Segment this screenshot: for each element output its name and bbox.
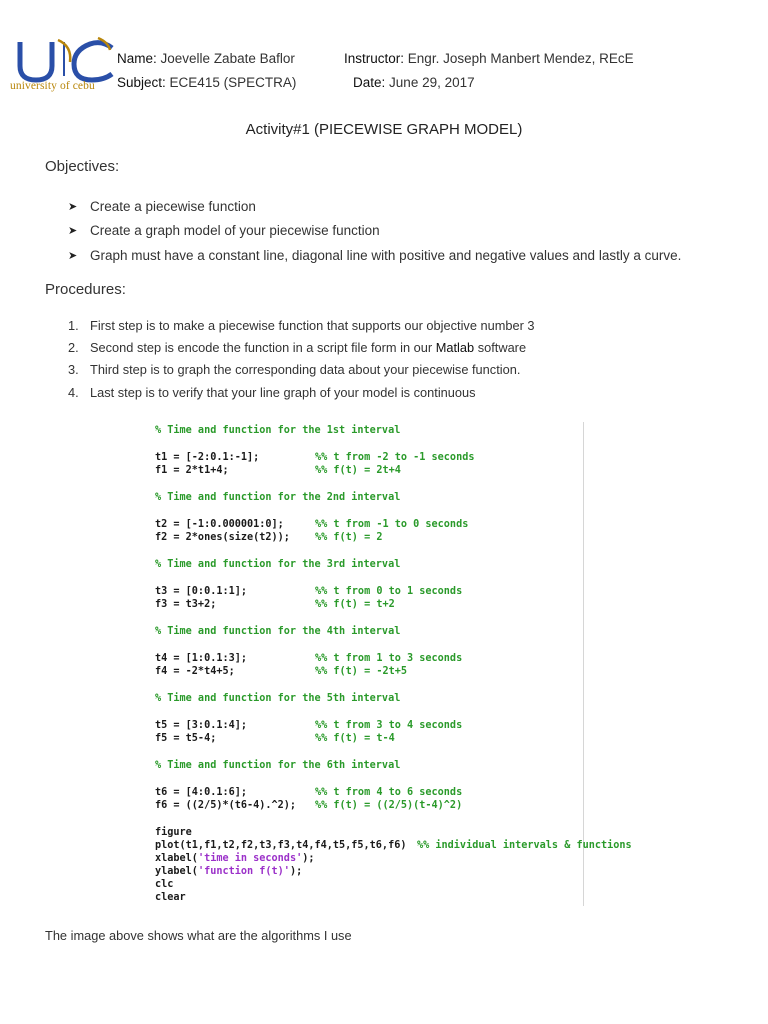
list-item bbox=[68, 243, 681, 268]
list-item bbox=[68, 219, 681, 244]
code-line: t6 = [4:0.1:6]; %% t from 4 to 6 seconds bbox=[155, 787, 463, 798]
code-line: clc bbox=[155, 879, 174, 890]
instructor-value: Engr. Joseph Manbert Mendez, REcE bbox=[407, 51, 634, 66]
code-line: xlabel('time in seconds'); bbox=[155, 853, 315, 864]
code-comment: % Time and function for the 2nd interval bbox=[155, 492, 401, 503]
code-line: t3 = [0:0.1:1]; %% t from 0 to 1 seconds bbox=[155, 586, 463, 597]
code-line: plot(t1,f1,t2,f2,t3,f3,t4,f4,t5,f5,t6,f6) %% individual intervals & functions bbox=[155, 840, 632, 851]
step-number: 3. bbox=[68, 362, 79, 378]
date-field bbox=[353, 75, 475, 90]
objectives-list bbox=[68, 194, 681, 268]
subject-label: Subject: bbox=[117, 75, 166, 90]
editor-divider bbox=[583, 422, 584, 906]
arrow-bullet-icon: ➤ bbox=[68, 249, 78, 262]
code-comment: % Time and function for the 4th interval bbox=[155, 626, 401, 637]
instructor-label: Instructor: bbox=[344, 51, 405, 66]
subject-field bbox=[117, 75, 296, 90]
figure-caption: The image above shows what are the algorithms I use bbox=[45, 928, 352, 943]
arrow-bullet-icon: ➤ bbox=[68, 225, 78, 238]
objective-text: Create a piecewise function bbox=[90, 198, 256, 214]
code-line: t2 = [-1:0.000001:0]; %% t from -1 to 0 seconds bbox=[155, 519, 469, 530]
code-line: figure bbox=[155, 827, 192, 838]
code-comment: % Time and function for the 1st interval bbox=[155, 425, 401, 436]
procedures-heading: Procedures: bbox=[45, 281, 126, 298]
step-text: First step is to make a piecewise function that supports our objective number 3 bbox=[90, 317, 535, 333]
code-line: f5 = t5-4; %% f(t) = t-4 bbox=[155, 733, 395, 744]
code-comment: % Time and function for the 3rd interval bbox=[155, 559, 401, 570]
subject-value: ECE415 (SPECTRA) bbox=[169, 75, 297, 90]
matlab-code-screenshot bbox=[126, 418, 632, 910]
step-text: Second step is encode the function in a script file form in our Matlab software bbox=[90, 339, 527, 355]
list-item bbox=[68, 381, 535, 403]
objective-text: Graph must have a constant line, diagonal line with positive and negative values and lastly a curve. bbox=[90, 247, 682, 263]
objectives-heading: Objectives: bbox=[45, 158, 120, 175]
code-line: ylabel('function f(t)'); bbox=[155, 866, 303, 877]
logo-subtitle: university of cebu bbox=[10, 80, 95, 92]
code-line: t4 = [1:0.1:3]; %% t from 1 to 3 seconds bbox=[155, 653, 463, 664]
list-item bbox=[68, 194, 681, 219]
code-line: clear bbox=[155, 892, 186, 903]
step-number: 2. bbox=[68, 339, 79, 355]
code-line: t1 = [-2:0.1:-1]; %% t from -2 to -1 seconds bbox=[155, 452, 475, 463]
code-line: t5 = [3:0.1:4]; %% t from 3 to 4 seconds bbox=[155, 720, 463, 731]
date-value: June 29, 2017 bbox=[389, 75, 475, 90]
code-line: f1 = 2*t1+4; %% f(t) = 2t+4 bbox=[155, 465, 401, 476]
code-comment: % Time and function for the 5th interval bbox=[155, 693, 401, 704]
objective-text: Create a graph model of your piecewise function bbox=[90, 223, 380, 239]
page-title: Activity#1 (PIECEWISE GRAPH MODEL) bbox=[245, 121, 523, 138]
step-number: 4. bbox=[68, 384, 79, 400]
name-label: Name: bbox=[117, 51, 157, 66]
arrow-bullet-icon: ➤ bbox=[68, 200, 78, 213]
step-number: 1. bbox=[68, 317, 79, 333]
list-item bbox=[68, 359, 535, 381]
procedures-list bbox=[68, 314, 535, 403]
date-label: Date: bbox=[353, 75, 386, 90]
code-line: f3 = t3+2; %% f(t) = t+2 bbox=[155, 599, 395, 610]
instructor-field bbox=[344, 51, 634, 66]
code-line: f4 = -2*t4+5; %% f(t) = -2t+5 bbox=[155, 666, 408, 677]
matlab-highlight: Matlab bbox=[435, 339, 475, 355]
code-comment: % Time and function for the 6th interval bbox=[155, 760, 401, 771]
list-item bbox=[68, 314, 535, 336]
code-line: f6 = ((2/5)*(t6-4).^2); %% f(t) = ((2/5)(t-4)^2) bbox=[155, 800, 463, 811]
code-line: f2 = 2*ones(size(t2)); %% f(t) = 2 bbox=[155, 532, 383, 543]
list-item bbox=[68, 336, 535, 358]
name-field bbox=[117, 51, 295, 66]
step-text: Last step is to verify that your line graph of your model is continuous bbox=[90, 384, 476, 400]
step-text: Third step is to graph the corresponding data about your piecewise function. bbox=[90, 362, 521, 378]
name-value: Joevelle Zabate Baflor bbox=[160, 51, 295, 66]
